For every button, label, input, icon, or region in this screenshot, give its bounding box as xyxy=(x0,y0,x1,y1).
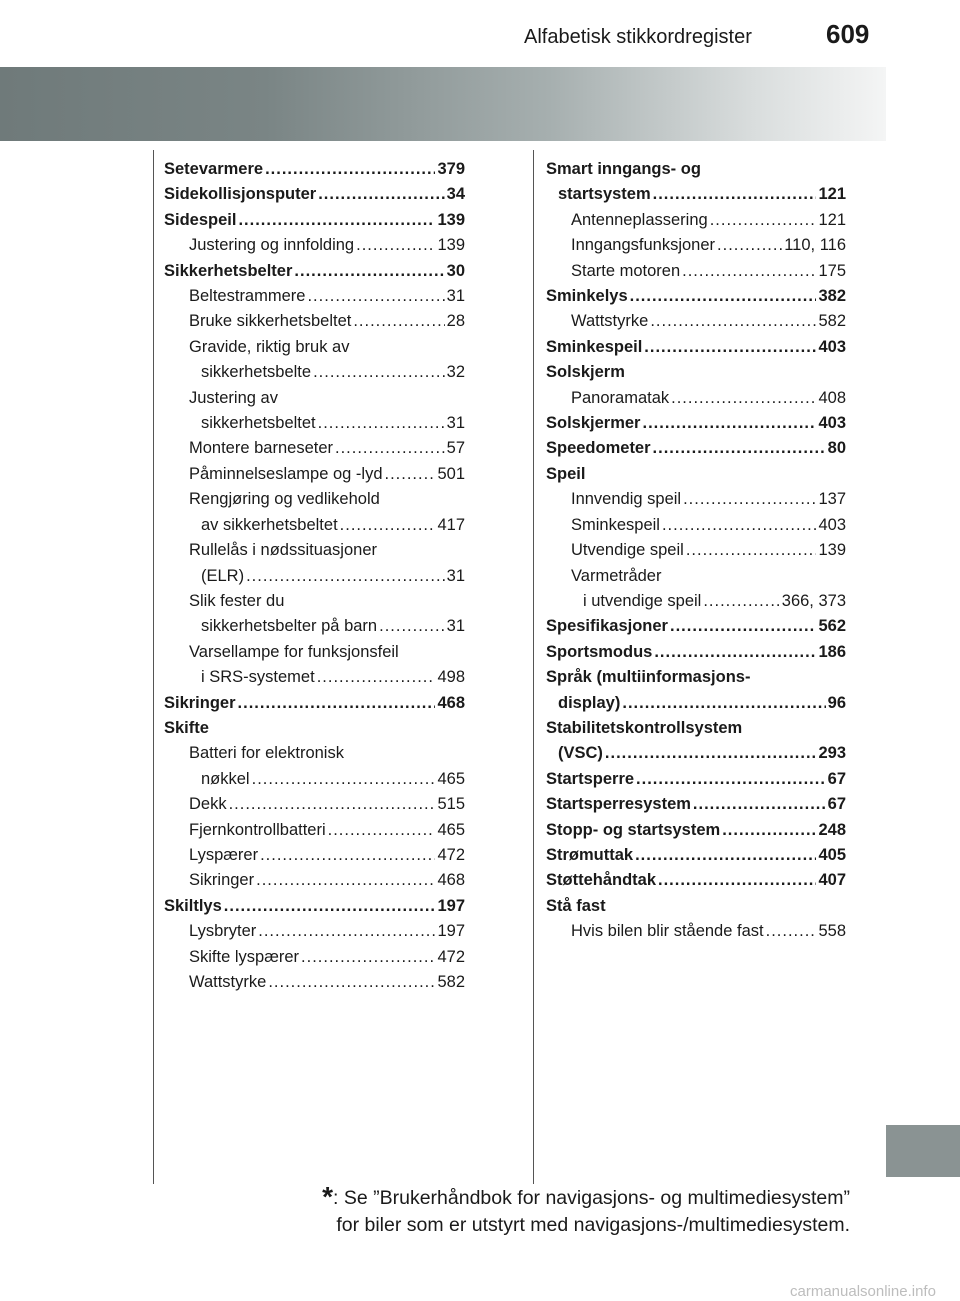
index-entry-page: 139 xyxy=(818,541,846,560)
leader-dots xyxy=(246,564,445,589)
index-entry-page: 186 xyxy=(818,642,846,661)
index-entry-page: 472 xyxy=(437,845,465,864)
index-entry-label: Utvendige speil xyxy=(571,541,684,560)
index-entry xyxy=(546,843,846,868)
index-entry-label: Justering av xyxy=(189,388,278,407)
index-entry-label: Gravide, riktig bruk av xyxy=(189,337,350,356)
leader-dots xyxy=(317,665,436,690)
index-entry-page: 403 xyxy=(818,414,846,433)
index-entry-page: 562 xyxy=(818,617,846,636)
index-entry-page: 582 xyxy=(818,312,846,331)
index-entry-label: Rullelås i nødssituasjoner xyxy=(189,541,378,560)
index-entry-label: Startsperresystem xyxy=(546,795,691,814)
index-entry xyxy=(546,919,846,944)
index-entry-label: Støttehåndtak xyxy=(546,871,657,890)
index-entry-label: Solskjerm xyxy=(546,363,625,382)
index-entry xyxy=(164,157,465,182)
index-entry-label: Stabilitetskontrollsystem xyxy=(546,718,743,737)
index-entry xyxy=(546,233,846,258)
index-entry xyxy=(164,462,465,487)
index-entry-label: Spesifikasjoner xyxy=(546,617,668,636)
index-entry-label: Skifte xyxy=(164,718,209,737)
index-entry-page: 67 xyxy=(827,795,846,814)
leader-dots xyxy=(682,259,816,284)
index-entry xyxy=(164,259,465,284)
index-entry xyxy=(164,182,465,207)
index-entry-label: Skifte lyspærer xyxy=(189,947,300,966)
index-entry-page: 468 xyxy=(437,871,465,890)
index-entry xyxy=(546,818,846,843)
index-entry xyxy=(164,741,465,766)
index-entry xyxy=(546,665,846,690)
index-entry xyxy=(546,894,846,919)
index-entry-label: Solskjermer xyxy=(546,414,641,433)
leader-dots xyxy=(224,894,436,919)
leader-dots xyxy=(654,640,816,665)
index-entry xyxy=(164,233,465,258)
index-entry-page: 417 xyxy=(437,515,465,534)
index-entry-label: (ELR) xyxy=(201,566,245,585)
index-entry-label: Skiltlys xyxy=(164,896,222,915)
index-entry-page: 96 xyxy=(827,693,846,712)
leader-dots xyxy=(642,411,816,436)
leader-dots xyxy=(703,589,779,614)
index-entry xyxy=(164,665,465,690)
leader-dots xyxy=(328,818,436,843)
index-entry xyxy=(546,411,846,436)
index-entry-page: 293 xyxy=(818,744,846,763)
index-entry-label: nøkkel xyxy=(201,769,250,788)
index-entry-label: i SRS-systemet xyxy=(201,668,315,687)
index-entry-label: Stopp- og startsystem xyxy=(546,820,721,839)
index-entry xyxy=(546,487,846,512)
index-entry-label: Starte motoren xyxy=(571,261,681,280)
index-entry xyxy=(164,386,465,411)
index-entry xyxy=(546,208,846,233)
index-entry-label: i utvendige speil xyxy=(583,591,702,610)
leader-dots xyxy=(256,868,435,893)
index-entry-page: 582 xyxy=(437,973,465,991)
index-entry-label: Bruke sikkerhetsbeltet xyxy=(189,312,352,331)
index-entry xyxy=(164,919,465,944)
index-entry xyxy=(164,564,465,589)
index-entry xyxy=(546,741,846,766)
index-entry-page: 558 xyxy=(818,922,846,941)
index-entry-label: startsystem xyxy=(558,185,651,204)
leader-dots xyxy=(301,945,435,970)
index-entry-page: 32 xyxy=(446,363,465,382)
leader-dots xyxy=(644,335,816,360)
leader-dots xyxy=(265,157,435,182)
index-entry-page: 175 xyxy=(818,261,846,280)
index-entry-label: Speedometer xyxy=(546,439,651,458)
index-column-left xyxy=(164,157,465,995)
index-entry xyxy=(164,945,465,970)
watermark: carmanualsonline.info xyxy=(790,1283,936,1300)
leader-dots xyxy=(766,919,817,944)
index-entry xyxy=(164,767,465,792)
index-entry-page: 248 xyxy=(818,820,846,839)
leader-dots xyxy=(630,284,817,309)
leader-dots xyxy=(671,386,816,411)
index-entry-page: 31 xyxy=(446,617,465,636)
index-entry-page: 498 xyxy=(437,668,465,687)
leader-dots xyxy=(683,487,816,512)
leader-dots xyxy=(356,233,435,258)
leader-dots xyxy=(653,436,826,461)
index-entry-label: Montere barneseter xyxy=(189,439,333,458)
index-entry-label: Startsperre xyxy=(546,769,635,788)
index-entry-label: Wattstyrke xyxy=(189,973,267,991)
index-entry xyxy=(546,462,846,487)
index-entry-label: Varmetråder xyxy=(571,566,662,585)
index-entry-page: 366, 373 xyxy=(781,591,846,610)
index-entry-page: 407 xyxy=(818,871,846,890)
index-entry xyxy=(164,309,465,334)
index-entry-label: Justering og innfolding xyxy=(189,236,355,255)
index-entry xyxy=(546,284,846,309)
index-entry-label: Lyspærer xyxy=(189,845,259,864)
index-entry-label: Inngangsfunksjoner xyxy=(571,236,716,255)
index-entry-page: 28 xyxy=(446,312,465,331)
index-entry-page: 379 xyxy=(437,160,465,178)
leader-dots xyxy=(653,182,817,207)
index-column-right xyxy=(546,157,846,945)
index-entry xyxy=(164,640,465,665)
index-entry xyxy=(546,614,846,639)
index-entry-label: Speil xyxy=(546,464,586,483)
index-entry-page: 139 xyxy=(437,210,465,229)
index-entry xyxy=(546,309,846,334)
leader-dots xyxy=(636,767,826,792)
index-entry-label: Sminkelys xyxy=(546,287,628,306)
leader-dots xyxy=(693,792,826,817)
index-entry-label: Rengjøring og vedlikehold xyxy=(189,490,380,509)
index-entry-label: Sikringer xyxy=(164,693,236,712)
index-entry-label: Stå fast xyxy=(546,896,606,915)
index-entry-label: Batteri for elektronisk xyxy=(189,744,344,763)
index-entry xyxy=(546,767,846,792)
leader-dots xyxy=(307,284,444,309)
page-header-title: Alfabetisk stikkordregister xyxy=(524,26,752,48)
leader-dots xyxy=(379,614,445,639)
index-entry-page: 34 xyxy=(446,185,465,204)
index-entry xyxy=(546,564,846,589)
index-entry-label: sikkerhetsbelte xyxy=(201,363,312,382)
index-entry-page: 382 xyxy=(818,287,846,306)
index-entry xyxy=(164,538,465,563)
index-entry-label: Antenneplassering xyxy=(571,210,708,229)
page-number: 609 xyxy=(826,19,870,49)
index-entry-label: Sidekollisjonsputer xyxy=(164,185,317,204)
index-entry xyxy=(546,716,846,741)
index-entry-label: Strømuttak xyxy=(546,845,634,864)
index-entry-page: 31 xyxy=(446,414,465,433)
leader-dots xyxy=(335,436,445,461)
index-entry-label: display) xyxy=(558,693,621,712)
index-entry xyxy=(546,589,846,614)
leader-dots xyxy=(294,259,444,284)
footnote-line-1 xyxy=(280,1183,850,1212)
index-entry-label: Beltestrammere xyxy=(189,287,306,306)
leader-dots xyxy=(662,513,817,538)
index-entry-label: av sikkerhetsbeltet xyxy=(201,515,338,534)
index-entry-page: 403 xyxy=(818,515,846,534)
index-entry-label: Lysbryter xyxy=(189,922,257,941)
index-entry xyxy=(546,513,846,538)
index-entry-page: 139 xyxy=(437,236,465,255)
index-entry-page: 515 xyxy=(437,795,465,814)
index-entry-label: Slik fester du xyxy=(189,591,285,610)
index-entry xyxy=(546,335,846,360)
leader-dots xyxy=(605,741,817,766)
index-entry-page: 30 xyxy=(446,261,465,280)
leader-dots xyxy=(670,614,816,639)
index-entry-label: Setevarmere xyxy=(164,160,264,178)
index-entry xyxy=(164,208,465,233)
index-entry xyxy=(164,818,465,843)
index-entry-page: 121 xyxy=(818,185,846,204)
index-entry xyxy=(546,182,846,207)
footnote-marker: * xyxy=(322,1181,334,1212)
leader-dots xyxy=(622,691,825,716)
index-entry-page: 31 xyxy=(446,566,465,585)
index-entry-page: 57 xyxy=(446,439,465,458)
header-band xyxy=(0,67,886,141)
index-entry-label: Påminnelseslampe og -lyd xyxy=(189,464,383,483)
footnote-text-1: : Se ”Brukerhåndbok for navigasjons- og multimediesystem” xyxy=(333,1187,850,1209)
index-entry xyxy=(546,868,846,893)
index-entry-page: 67 xyxy=(827,769,846,788)
index-entry xyxy=(164,868,465,893)
index-entry-label: sikkerhetsbeltet xyxy=(201,414,316,433)
index-entry-label: Panoramatak xyxy=(571,388,670,407)
index-entry-label: Innvendig speil xyxy=(571,490,682,509)
index-entry xyxy=(546,538,846,563)
index-entry-label: Sminkespeil xyxy=(546,337,643,356)
index-entry-page: 110, 116 xyxy=(784,236,846,255)
index-entry xyxy=(546,792,846,817)
leader-dots xyxy=(658,868,816,893)
leader-dots xyxy=(260,843,435,868)
index-entry-label: Sminkespeil xyxy=(571,515,660,534)
index-entry xyxy=(164,487,465,512)
index-entry xyxy=(546,691,846,716)
leader-dots xyxy=(635,843,816,868)
index-entry-label: Varsellampe for funksjonsfeil xyxy=(189,642,399,661)
index-entry-page: 197 xyxy=(437,922,465,941)
index-entry-page: 501 xyxy=(437,464,465,483)
index-entry-label: (VSC) xyxy=(558,744,603,763)
index-entry xyxy=(164,589,465,614)
index-entry xyxy=(164,513,465,538)
index-entry-label: Fjernkontrollbatteri xyxy=(189,820,326,839)
footnote xyxy=(280,1183,850,1239)
leader-dots xyxy=(313,360,445,385)
leader-dots xyxy=(686,538,817,563)
index-entry xyxy=(546,360,846,385)
leader-dots xyxy=(229,792,436,817)
leader-dots xyxy=(238,691,436,716)
index-entry xyxy=(164,894,465,919)
leader-dots xyxy=(710,208,817,233)
index-entry-label: Sikringer xyxy=(189,871,255,890)
leader-dots xyxy=(318,182,444,207)
index-entry-page: 465 xyxy=(437,820,465,839)
index-entry xyxy=(546,640,846,665)
index-entry xyxy=(164,843,465,868)
leader-dots xyxy=(258,919,435,944)
index-entry-page: 121 xyxy=(818,210,846,229)
index-entry xyxy=(546,157,846,182)
index-entry-label: Smart inngangs- og xyxy=(546,160,701,178)
leader-dots xyxy=(650,309,816,334)
index-entry xyxy=(164,614,465,639)
index-entry xyxy=(164,360,465,385)
leader-dots xyxy=(238,208,435,233)
index-entry-page: 137 xyxy=(818,490,846,509)
index-entry-label: Dekk xyxy=(189,795,227,814)
leader-dots xyxy=(385,462,436,487)
index-entry-page: 465 xyxy=(437,769,465,788)
index-entry xyxy=(164,970,465,995)
index-entry-label: sikkerhetsbelter på barn xyxy=(201,617,378,636)
side-tab xyxy=(886,1125,960,1177)
index-entry-page: 472 xyxy=(437,947,465,966)
index-entry-page: 403 xyxy=(818,337,846,356)
index-entry-page: 468 xyxy=(437,693,465,712)
index-entry xyxy=(164,792,465,817)
leader-dots xyxy=(717,233,782,258)
index-entry xyxy=(164,411,465,436)
index-entry xyxy=(546,386,846,411)
leader-dots xyxy=(340,513,436,538)
index-entry xyxy=(546,259,846,284)
leader-dots xyxy=(252,767,436,792)
index-entry xyxy=(164,436,465,461)
index-entry xyxy=(164,691,465,716)
leader-dots xyxy=(268,970,435,995)
column-divider-left xyxy=(153,150,154,1184)
index-entry-page: 80 xyxy=(827,439,846,458)
leader-dots xyxy=(318,411,445,436)
index-entry-label: Sidespeil xyxy=(164,210,237,229)
index-entry-page: 197 xyxy=(437,896,465,915)
leader-dots xyxy=(353,309,444,334)
index-entry-page: 405 xyxy=(818,845,846,864)
index-entry-label: Wattstyrke xyxy=(571,312,649,331)
index-entry xyxy=(546,436,846,461)
index-entry-label: Sikkerhetsbelter xyxy=(164,261,293,280)
index-entry-page: 408 xyxy=(818,388,846,407)
index-entry-label: Sportsmodus xyxy=(546,642,653,661)
index-entry xyxy=(164,284,465,309)
index-entry-label: Språk (multiinformasjons- xyxy=(546,668,751,687)
leader-dots xyxy=(722,818,816,843)
index-entry xyxy=(164,716,465,741)
index-entry xyxy=(164,335,465,360)
index-entry-page: 31 xyxy=(446,287,465,306)
index-entry-label: Hvis bilen blir stående fast xyxy=(571,922,764,941)
column-divider-center xyxy=(533,150,534,1184)
footnote-line-2: for biler som er utstyrt med navigasjons-/multimediesystem. xyxy=(336,1214,850,1236)
